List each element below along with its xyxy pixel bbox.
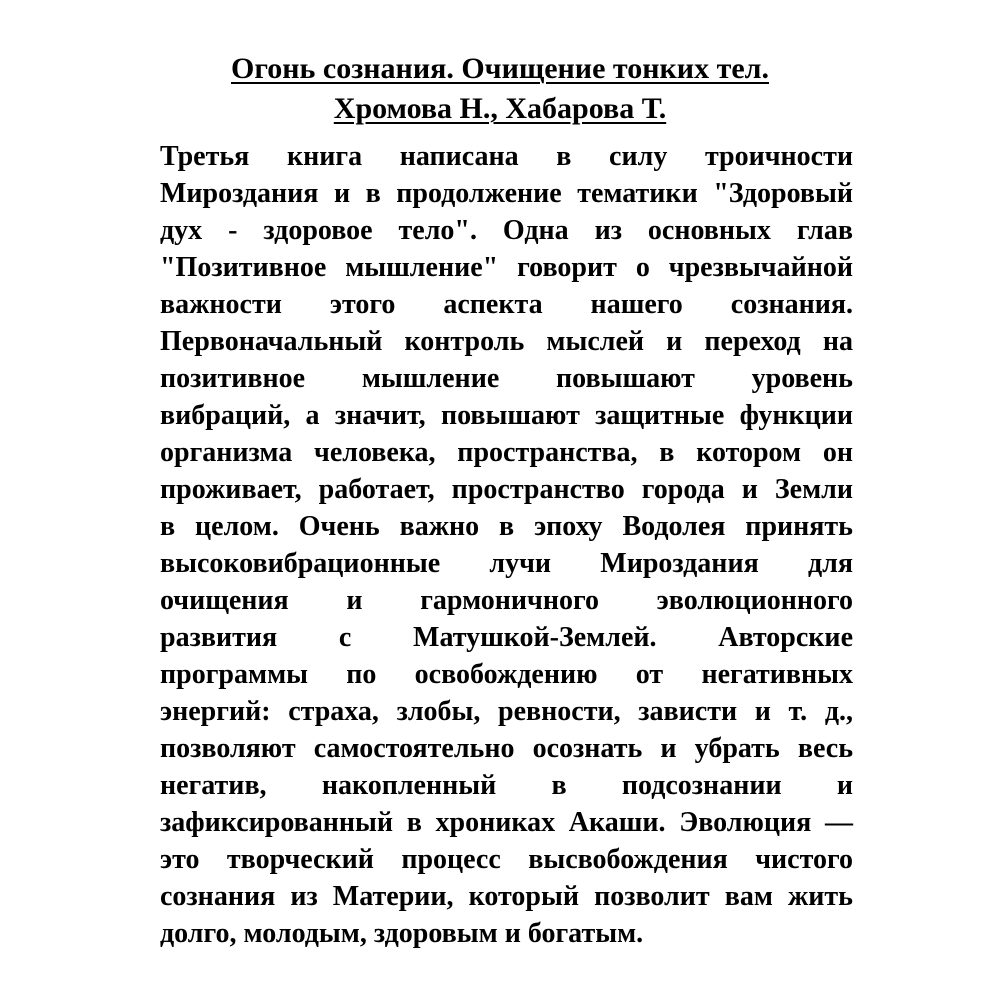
body-line: вибраций, а значит, повышают защитные функции — [160, 400, 853, 431]
body-line: позитивное мышление повышают уровень — [160, 363, 853, 394]
document-body — [160, 138, 853, 952]
body-line: важности этого аспекта нашего сознания. — [160, 289, 853, 320]
document-authors: Хромова Н., Хабарова Т. — [333, 92, 667, 125]
body-line: развития с Матушкой-Землей. Авторские — [160, 622, 853, 653]
body-line: негатив, накопленный в подсознании и — [160, 770, 853, 801]
body-line: долго, молодым, здоровым и богатым. — [160, 918, 644, 949]
body-line: в целом. Очень важно в эпоху Водолея принять — [160, 511, 853, 542]
body-line: проживает, работает, пространство города и Земли — [160, 474, 853, 505]
body-line: Третья книга написана в силу троичности — [160, 141, 853, 172]
body-line: сознания из Материи, который позволит вам жить — [160, 881, 853, 912]
body-line: очищения и гармоничного эволюционного — [160, 585, 853, 616]
body-line: позволяют самостоятельно осознать и убрать весь — [160, 733, 853, 764]
body-line: "Позитивное мышление" говорит о чрезвычайной — [160, 252, 853, 283]
body-line: программы по освобождению от негативных — [160, 659, 853, 690]
document-title: Огонь сознания. Очищение тонких тел. — [231, 52, 769, 85]
body-line: организма человека, пространства, в котором он — [160, 437, 853, 468]
body-line: Мироздания и в продолжение тематики "Здоровый — [160, 178, 853, 209]
body-line: энергий: страха, злобы, ревности, зависти и т. д., — [160, 696, 853, 727]
body-line: это творческий процесс высвобождения чистого — [160, 844, 853, 875]
body-line: зафиксированный в хрониках Акаши. Эволюция — — [160, 807, 853, 838]
body-line: дух - здоровое тело". Одна из основных глав — [160, 215, 853, 246]
body-line: Первоначальный контроль мыслей и переход на — [160, 326, 853, 357]
body-line: высоковибрационные лучи Мироздания для — [160, 548, 853, 579]
